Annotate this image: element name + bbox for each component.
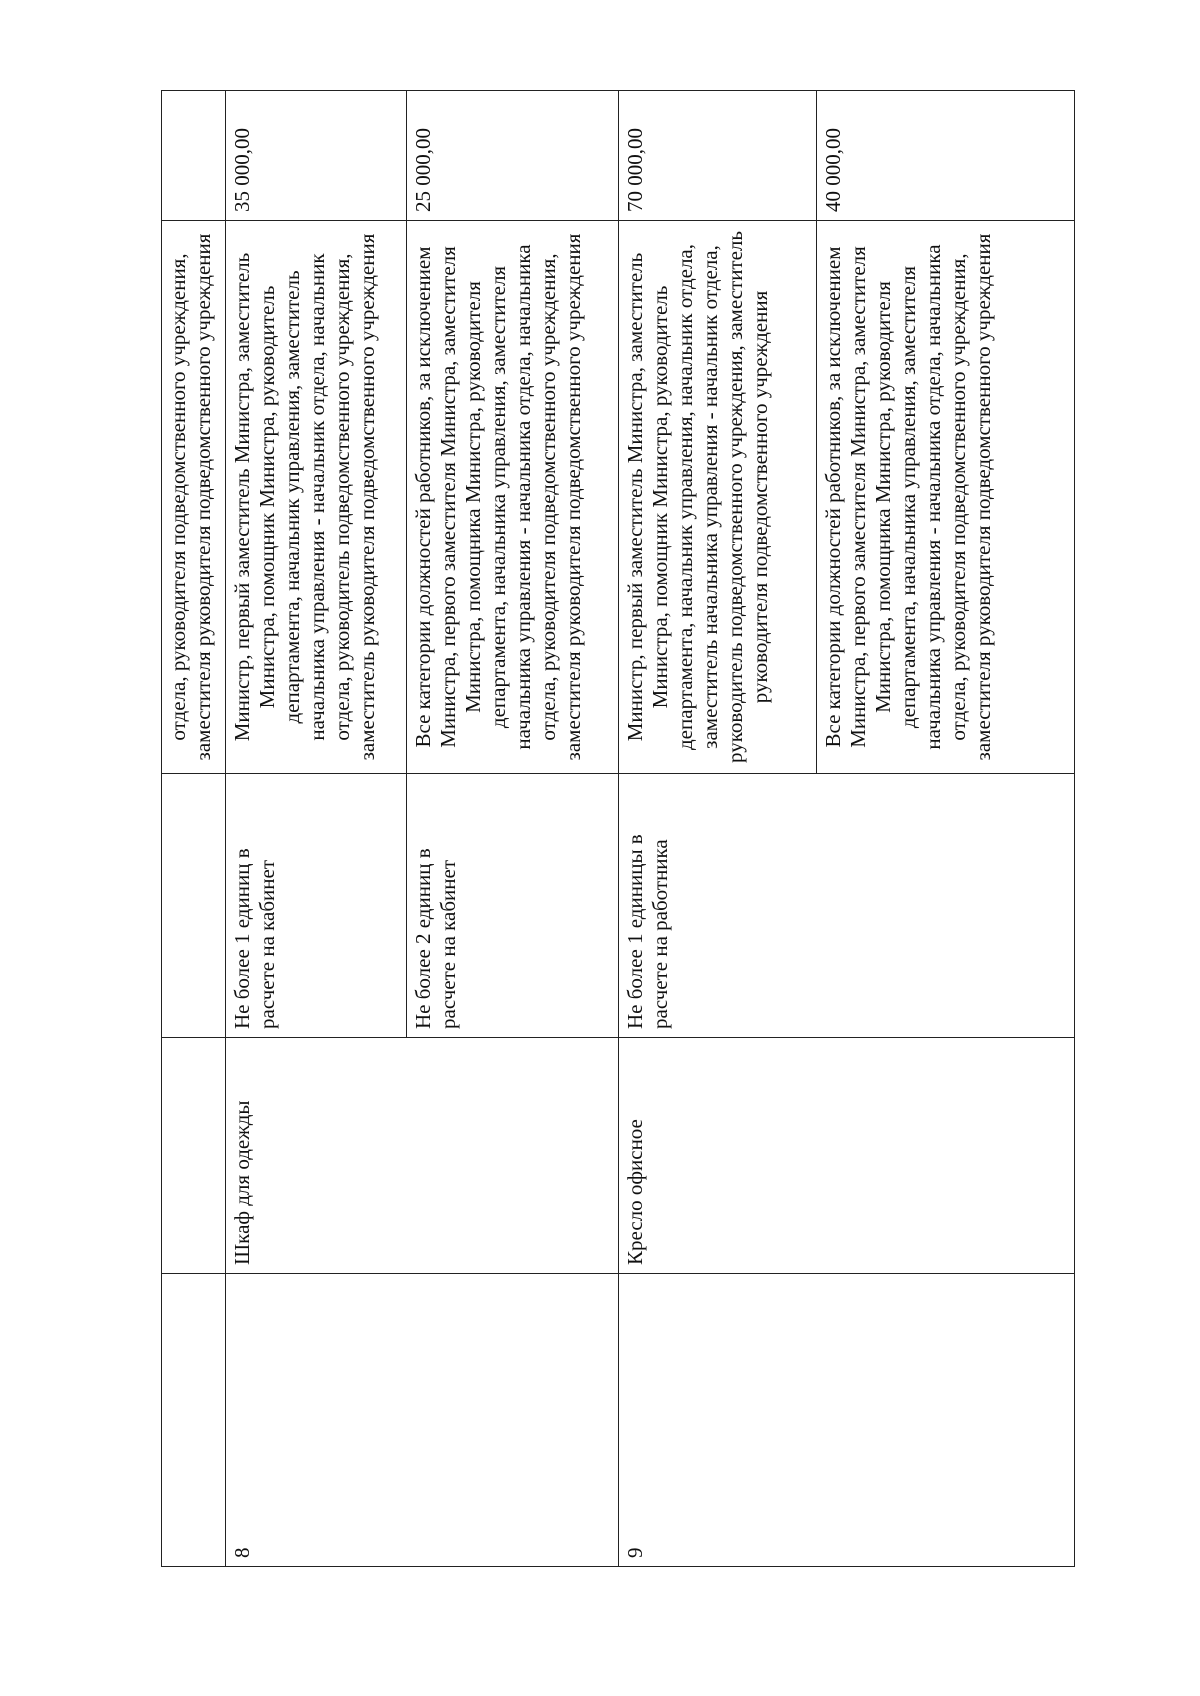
item-name: Кресло офисное	[619, 1038, 817, 1274]
rotated-document-page	[161, 91, 1074, 1567]
table-row	[162, 91, 226, 1567]
item-name	[817, 1038, 1075, 1274]
item-quantity	[817, 774, 1075, 1038]
row-number: 8	[226, 1274, 407, 1567]
row-number	[407, 1274, 619, 1567]
item-price	[162, 91, 226, 221]
table-row	[619, 91, 817, 1567]
position-category: Все категории должностей работников, за исключением Министра, первого заместителя Министра, заместителя Министра, помощника Министра, руководителя департамента, начальника управления, заместителя начальника управления - начальника отдела, начальника отдела, руководителя подведомственного учреждения, заместителя руководителя подведомственного учреждения	[817, 221, 1075, 774]
furniture-norms-table	[161, 90, 1075, 1567]
table-row	[226, 91, 407, 1567]
item-quantity: Не более 2 единиц в расчете на кабинет	[407, 774, 619, 1038]
item-price: 40 000,00	[817, 91, 1075, 221]
position-category: Все категории должностей работников, за исключением Министра, первого заместителя Министра, заместителя Министра, помощника Министра, руководителя департамента, начальника управления, заместителя начальника управления - начальника отдела, начальника отдела, руководителя подведомственного учреждения, заместителя руководителя подведомственного учреждения	[407, 221, 619, 774]
item-price: 70 000,00	[619, 91, 817, 221]
item-quantity: Не более 1 единицы в расчете на работника	[619, 774, 817, 1038]
row-number: 9	[619, 1274, 817, 1567]
position-category: отдела, руководителя подведомственного учреждения, заместителя руководителя подведомственного учреждения	[162, 221, 226, 774]
item-name	[407, 1038, 619, 1274]
table-row	[407, 91, 619, 1567]
position-category: Министр, первый заместитель Министра, заместитель Министра, помощник Министра, руководитель департамента, начальник управления, заместитель начальника управления - начальник отдела, начальник отдела, руководитель подведомственного учреждения, заместитель руководителя подведомственного учреждения	[226, 221, 407, 774]
item-quantity: Не более 1 единиц в расчете на кабинет	[226, 774, 407, 1038]
position-category: Министр, первый заместитель Министра, заместитель Министра, помощник Министра, руководитель департамента, начальник управления, начальник отдела, заместитель начальника управления - начальник отдела, руководитель подведомственного учреждения, заместитель руководителя подведомственного учреждения	[619, 221, 817, 774]
item-name	[162, 1038, 226, 1274]
row-number	[817, 1274, 1075, 1567]
item-price: 35 000,00	[226, 91, 407, 221]
table-row	[817, 91, 1075, 1567]
item-price: 25 000,00	[407, 91, 619, 221]
item-name: Шкаф для одежды	[226, 1038, 407, 1274]
item-quantity	[162, 774, 226, 1038]
row-number	[162, 1274, 226, 1567]
